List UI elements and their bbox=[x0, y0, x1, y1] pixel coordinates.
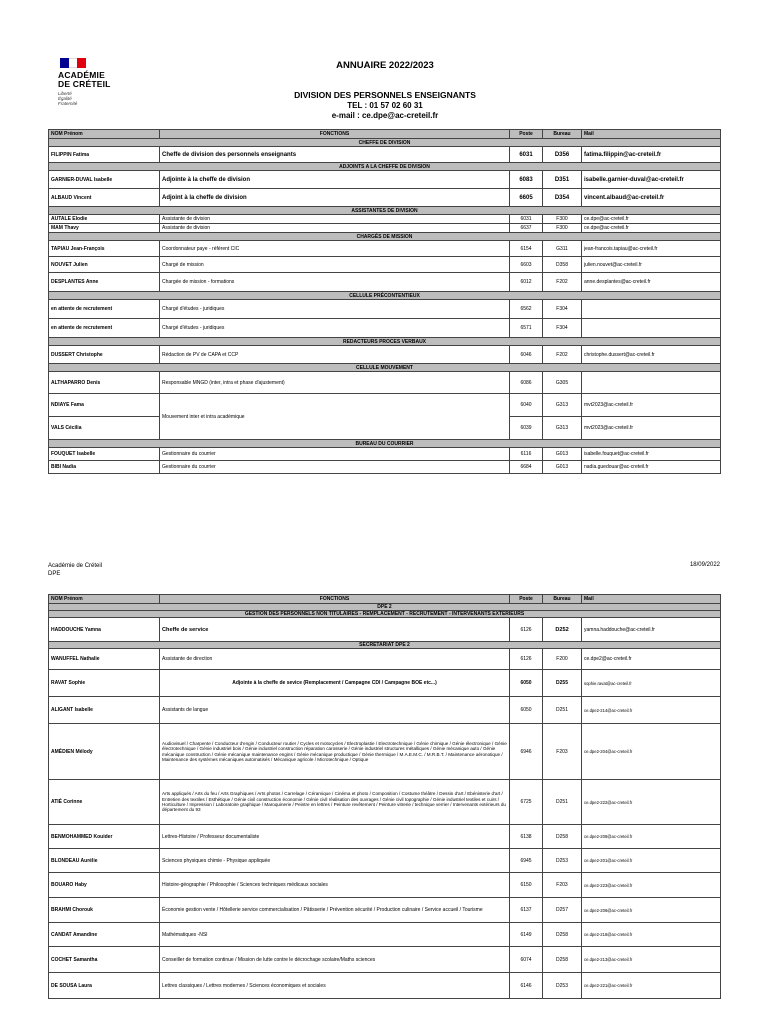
person-mail[interactable]: ce.dpe2-206@ac-creteil.fr bbox=[582, 898, 721, 923]
section-header: DPE 2 bbox=[49, 604, 721, 611]
table-row bbox=[49, 147, 721, 163]
person-mail[interactable]: mvt2023@ac-creteil.fr bbox=[582, 417, 721, 440]
person-poste: 6039 bbox=[510, 417, 543, 440]
table-header bbox=[49, 130, 721, 139]
person-mail[interactable]: yamna.haddouche@ac-creteil.fr bbox=[582, 618, 721, 642]
person-name: COCHET Samantha bbox=[49, 947, 160, 973]
section-header: REDACTEURS PROCES VERBAUX bbox=[49, 338, 721, 346]
person-poste: 6050 bbox=[510, 697, 543, 724]
table-row bbox=[49, 189, 721, 207]
table-row bbox=[49, 273, 721, 292]
col-name: NOM Prénom bbox=[49, 595, 160, 604]
person-name: DUSSERT Christophe bbox=[49, 346, 160, 364]
person-bureau: D354 bbox=[543, 189, 582, 207]
person-mail[interactable]: ce.dpe2-223@ac-creteil.fr bbox=[582, 873, 721, 898]
footer-org: Académie de Créteil bbox=[48, 563, 103, 569]
person-poste: 6562 bbox=[510, 300, 543, 319]
person-name: AUTALE Elodie bbox=[49, 215, 160, 224]
person-poste: 6725 bbox=[510, 780, 543, 825]
person-bureau: F200 bbox=[543, 649, 582, 670]
person-name: VALS Cécilia bbox=[49, 417, 160, 440]
person-mail[interactable]: ce.dpe2-214@ac-creteil.fr bbox=[582, 697, 721, 724]
person-poste: 6046 bbox=[510, 346, 543, 364]
person-function: Gestionnaire du courrier bbox=[160, 448, 510, 461]
person-poste: 6040 bbox=[510, 394, 543, 417]
person-poste: 6149 bbox=[510, 923, 543, 947]
person-bureau: D251 bbox=[543, 780, 582, 825]
table-row bbox=[49, 215, 721, 224]
table-row bbox=[49, 224, 721, 233]
person-mail[interactable]: ce.dpe2-218@ac-creteil.fr bbox=[582, 923, 721, 947]
person-poste: 6605 bbox=[510, 189, 543, 207]
table-row bbox=[49, 923, 721, 947]
person-poste: 6137 bbox=[510, 898, 543, 923]
directory-table-page1 bbox=[48, 129, 721, 474]
person-mail[interactable]: vincent.albaud@ac-creteil.fr bbox=[582, 189, 721, 207]
table-row bbox=[49, 319, 721, 338]
col-mail: Mail bbox=[582, 595, 721, 604]
person-function: Responsable MNGD (inter, intra et phase d'ajustement) bbox=[160, 372, 510, 394]
person-name: WANUFFEL Nathalie bbox=[49, 649, 160, 670]
person-mail[interactable]: ce.dpe2-201@ac-creteil.fr bbox=[582, 849, 721, 873]
section-header: ASSISTANTES DE DIVISION bbox=[49, 207, 721, 215]
person-function: Lettres classiques / Lettres modernes / Sciences économiques et sociales bbox=[160, 973, 510, 999]
person-name: GARNIER-DUVAL Isabelle bbox=[49, 171, 160, 189]
person-poste: 6012 bbox=[510, 273, 543, 292]
person-mail[interactable]: ce.dpe2-221@ac-creteil.fr bbox=[582, 973, 721, 999]
person-bureau: F203 bbox=[543, 724, 582, 780]
table-row bbox=[49, 697, 721, 724]
table-row bbox=[49, 448, 721, 461]
academy-logo bbox=[58, 58, 128, 106]
person-bureau: D358 bbox=[543, 257, 582, 273]
directory-table-page2 bbox=[48, 594, 721, 999]
person-mail[interactable] bbox=[582, 372, 721, 394]
person-name: BIBI Nadia bbox=[49, 461, 160, 474]
col-functions: FONCTIONS bbox=[160, 595, 510, 604]
person-function: Mouvement inter et intra académique bbox=[160, 394, 510, 440]
person-poste: 6946 bbox=[510, 724, 543, 780]
person-function: Conseiller de formation continue / Mission de lutte contre le décrochage scolaire/Maths sciences bbox=[160, 947, 510, 973]
col-poste: Poste bbox=[510, 595, 543, 604]
person-function: Audiovisuel / Charpente / Conducteur d'engin / Conducteur routier / Cycles et motocycles / Electroplastie / Electrotechnique / Génie chimique / Génie électronique / Génie électrotechnique / Génie industriel bois / Génie industriel construction réparation carosserie / Génie industriel structures métalliques / Génie mécanique auto / Génie mécanique construction / Génie mécanique maintenance engins / Génie mécanique productique / Génie thermique / M.A.E.M.C. / M.R.B.T. / Maintenance aéronotique / Maintenance des systèmes mécaniques automatisés / Mécanique agricole / Microtechnique / Optique bbox=[160, 724, 510, 780]
person-function: Assistants de langue bbox=[160, 697, 510, 724]
person-mail[interactable]: anne.desplantes@ac-creteil.fr bbox=[582, 273, 721, 292]
person-function: Chargé d'études - juridiques bbox=[160, 319, 510, 338]
person-mail[interactable] bbox=[582, 319, 721, 338]
person-name: NDIAYE Fama bbox=[49, 394, 160, 417]
person-bureau: D351 bbox=[543, 171, 582, 189]
person-mail[interactable]: fatima.filippin@ac-creteil.fr bbox=[582, 147, 721, 163]
person-bureau: F203 bbox=[543, 873, 582, 898]
person-mail[interactable]: jean-francois.tapiau@ac-creteil.fr bbox=[582, 241, 721, 257]
person-bureau: F304 bbox=[543, 300, 582, 319]
person-mail[interactable]: ce.dpe2@ac-creteil.fr bbox=[582, 649, 721, 670]
table-row bbox=[49, 372, 721, 394]
person-name: BENMOHAMMED Kouider bbox=[49, 825, 160, 849]
table-row bbox=[49, 898, 721, 923]
person-name: en attente de recrutement bbox=[49, 319, 160, 338]
person-function: Économie gestion vente / Hôtellerie service commercialisation / Pâtisserie / Prévention sécurité / Production culinaire / Service accueil / Tourisme bbox=[160, 898, 510, 923]
table-row bbox=[49, 461, 721, 474]
person-function: Gestionnaire du courrier bbox=[160, 461, 510, 474]
person-name: HADDOUCHE Yamna bbox=[49, 618, 160, 642]
person-poste: 6031 bbox=[510, 147, 543, 163]
section-header: CHEFFE DE DIVISION bbox=[49, 139, 721, 147]
person-poste: 6637 bbox=[510, 224, 543, 233]
footer-date: 18/09/2022 bbox=[689, 562, 720, 568]
col-bureau: Bureau bbox=[543, 130, 582, 139]
person-mail[interactable]: sophie.ravat@ac-creteil.fr bbox=[582, 670, 721, 697]
person-name: ALTHAPARRO Denis bbox=[49, 372, 160, 394]
person-mail[interactable]: ce.dpe2-213@ac-creteil.fr bbox=[582, 947, 721, 973]
table-row bbox=[49, 780, 721, 825]
person-mail[interactable]: mvt2023@ac-creteil.fr bbox=[582, 394, 721, 417]
person-bureau: F300 bbox=[543, 224, 582, 233]
person-name: en attente de recrutement bbox=[49, 300, 160, 319]
col-poste: Poste bbox=[510, 130, 543, 139]
section-header: CELLULE MOUVEMENT bbox=[49, 364, 721, 372]
section-header: SECRETARIAT DPE 2 bbox=[49, 642, 721, 649]
section-header: CELLULE PRÉCONTENTIEUX bbox=[49, 292, 721, 300]
person-poste: 6150 bbox=[510, 873, 543, 898]
person-name: FILIPPIN Fatima bbox=[49, 147, 160, 163]
col-mail: Mail bbox=[582, 130, 721, 139]
person-function: Adjoint à la cheffe de division bbox=[160, 189, 510, 207]
person-function: Rédaction de PV de CAPA et CCP bbox=[160, 346, 510, 364]
person-mail[interactable] bbox=[582, 300, 721, 319]
person-name: RAVAT Sophie bbox=[49, 670, 160, 697]
person-poste: 6571 bbox=[510, 319, 543, 338]
person-name: TAPIAU Jean-François bbox=[49, 241, 160, 257]
table-row bbox=[49, 346, 721, 364]
person-function: Histoire-géographie / Philosophie / Sciences techniques médicaux sociales bbox=[160, 873, 510, 898]
person-bureau: F300 bbox=[543, 215, 582, 224]
logo-motto: Liberté Égalité Fraternité bbox=[58, 91, 78, 106]
person-name: CANDAT Amandine bbox=[49, 923, 160, 947]
person-mail[interactable]: ce.dpe@ac-creteil.fr bbox=[582, 215, 721, 224]
table-row bbox=[49, 171, 721, 189]
col-bureau: Bureau bbox=[543, 595, 582, 604]
table-header bbox=[49, 595, 721, 604]
person-mail[interactable]: nadia.guedouar@ac-creteil.fr bbox=[582, 461, 721, 474]
person-function: Chargé de mission bbox=[160, 257, 510, 273]
division-email: e-mail : ce.dpe@ac-creteil.fr bbox=[331, 111, 439, 120]
person-function: Cheffe de division des personnels enseignants bbox=[160, 147, 510, 163]
person-bureau: F304 bbox=[543, 319, 582, 338]
table-row bbox=[49, 649, 721, 670]
page-footer-left bbox=[48, 562, 102, 578]
person-poste: 6154 bbox=[510, 241, 543, 257]
person-poste: 6138 bbox=[510, 825, 543, 849]
person-function: Adjointe à la cheffe de division bbox=[160, 171, 510, 189]
person-bureau: G013 bbox=[543, 461, 582, 474]
person-function: Arts appliqués / Arts du feu / Arts Graphiques / Arts photos / Carrelage / Céramique / Cinéma et photo / Composition / Costume théâtre / Dessin d'art / Ebénisterie d'art / Entretien des textiles / Esthétique / Génie civil construction économie / Génie civil réalisation des ouvrages / Génie civil topographie / Génie industriel textiles et cuirs / Horticulture / Impression / Laboratoire graphique / Maroquinerie / Peintre en lettres / Peinture revêtement / Peinture vitrerie / technique verrier / Intervenants extérieurs du département du 93 bbox=[160, 780, 510, 825]
table-row bbox=[49, 873, 721, 898]
person-bureau: G313 bbox=[543, 417, 582, 440]
logo-name: ACADÉMIE DE CRÉTEIL bbox=[58, 70, 111, 89]
person-bureau: G013 bbox=[543, 448, 582, 461]
person-function: Chargée de mission - formations bbox=[160, 273, 510, 292]
person-name: DE SOUSA Laura bbox=[49, 973, 160, 999]
person-bureau: G311 bbox=[543, 241, 582, 257]
section-header: BUREAU DU COURRIER bbox=[49, 440, 721, 448]
person-poste: 6126 bbox=[510, 618, 543, 642]
person-name: BLONDEAU Aurélie bbox=[49, 849, 160, 873]
person-poste: 6126 bbox=[510, 649, 543, 670]
person-function: Mathématiques -NSI bbox=[160, 923, 510, 947]
person-bureau: D258 bbox=[543, 923, 582, 947]
person-poste: 6684 bbox=[510, 461, 543, 474]
person-bureau: D251 bbox=[543, 697, 582, 724]
marianne-flag-icon bbox=[60, 58, 86, 68]
person-mail[interactable]: isabelle.garnier-duval@ac-creteil.fr bbox=[582, 171, 721, 189]
table-row bbox=[49, 825, 721, 849]
person-bureau: D253 bbox=[543, 849, 582, 873]
person-mail[interactable]: ce.dpe2-208@ac-creteil.fr bbox=[582, 825, 721, 849]
person-bureau: D257 bbox=[543, 898, 582, 923]
section-header: GESTION DES PERSONNELS NON TITULAIRES - REMPLACEMENT - RECRUTEMENT - INTERVENANTS EXTERIEURS bbox=[49, 611, 721, 618]
person-poste: 6116 bbox=[510, 448, 543, 461]
table-row bbox=[49, 973, 721, 999]
col-name: NOM Prénom bbox=[49, 130, 160, 139]
person-bureau: D253 bbox=[543, 973, 582, 999]
footer-dept: DPE bbox=[48, 571, 61, 577]
person-function: Assistante de division bbox=[160, 215, 510, 224]
division-phone: TEL : 01 57 02 60 31 bbox=[347, 101, 423, 110]
person-bureau: G305 bbox=[543, 372, 582, 394]
person-bureau: D255 bbox=[543, 670, 582, 697]
person-poste: 6945 bbox=[510, 849, 543, 873]
person-name: ALIGANT Isabelle bbox=[49, 697, 160, 724]
person-function: Cheffe de service bbox=[160, 618, 510, 642]
table-row bbox=[49, 257, 721, 273]
person-function: Chargé d'études - juridiques bbox=[160, 300, 510, 319]
person-poste: 6050 bbox=[510, 670, 543, 697]
person-bureau: D258 bbox=[543, 825, 582, 849]
person-poste: 6086 bbox=[510, 372, 543, 394]
division-title: DIVISION DES PERSONNELS ENSEIGNANTS bbox=[294, 90, 476, 100]
person-poste: 6146 bbox=[510, 973, 543, 999]
person-name: ALBAUD Vincent bbox=[49, 189, 160, 207]
person-mail[interactable]: ce.dpe2-222@ac-creteil.fr bbox=[582, 780, 721, 825]
person-function: Assistante de direction bbox=[160, 649, 510, 670]
person-poste: 6074 bbox=[510, 947, 543, 973]
table-row bbox=[49, 394, 721, 417]
person-poste: 6031 bbox=[510, 215, 543, 224]
table-row bbox=[49, 300, 721, 319]
table-row bbox=[49, 947, 721, 973]
person-name: FOUQUET Isabelle bbox=[49, 448, 160, 461]
person-name: BRAHMI Chorouk bbox=[49, 898, 160, 923]
person-bureau: D252 bbox=[543, 618, 582, 642]
section-header: ADJOINTS A LA CHEFFE DE DIVISION bbox=[49, 163, 721, 171]
person-function: Coordonnateur paye - référent CIC bbox=[160, 241, 510, 257]
person-bureau: F202 bbox=[543, 346, 582, 364]
person-bureau: G313 bbox=[543, 394, 582, 417]
person-function: Adjointe à la cheffe de sevice (Remplacement / Campagne CDI / Campagne BOE etc...) bbox=[160, 670, 510, 697]
table-row bbox=[49, 670, 721, 697]
person-function: Lettres-Histoire / Professeur documentaliste bbox=[160, 825, 510, 849]
person-bureau: D356 bbox=[543, 147, 582, 163]
person-bureau: F202 bbox=[543, 273, 582, 292]
page-title: ANNUAIRE 2022/2023 bbox=[336, 60, 434, 71]
person-name: NOUVET Julien bbox=[49, 257, 160, 273]
section-header: CHARGÉS DE MISSION bbox=[49, 233, 721, 241]
person-mail[interactable]: christophe.dussert@ac-creteil.fr bbox=[582, 346, 721, 364]
person-function: Sciences physiques chimie - Physique appliquée bbox=[160, 849, 510, 873]
person-name: DESPLANTES Anne bbox=[49, 273, 160, 292]
table-row bbox=[49, 241, 721, 257]
person-name: MAM Thavy bbox=[49, 224, 160, 233]
person-mail[interactable]: isabelle.fouquet@ac-creteil.fr bbox=[582, 448, 721, 461]
person-poste: 6083 bbox=[510, 171, 543, 189]
table-row bbox=[49, 618, 721, 642]
person-mail[interactable]: ce.dpe@ac-creteil.fr bbox=[582, 224, 721, 233]
person-mail[interactable]: ce.dpe2-204@ac-creteil.fr bbox=[582, 724, 721, 780]
col-functions: FONCTIONS bbox=[160, 130, 510, 139]
person-bureau: D258 bbox=[543, 947, 582, 973]
table-row bbox=[49, 724, 721, 780]
person-name: AMÉDIEN Mélody bbox=[49, 724, 160, 780]
person-name: ATIÉ Corinne bbox=[49, 780, 160, 825]
person-mail[interactable]: julien.nouvet@ac-creteil.fr bbox=[582, 257, 721, 273]
person-poste: 6603 bbox=[510, 257, 543, 273]
person-function: Assistante de division bbox=[160, 224, 510, 233]
table-row bbox=[49, 849, 721, 873]
person-name: BOUARO Haby bbox=[49, 873, 160, 898]
